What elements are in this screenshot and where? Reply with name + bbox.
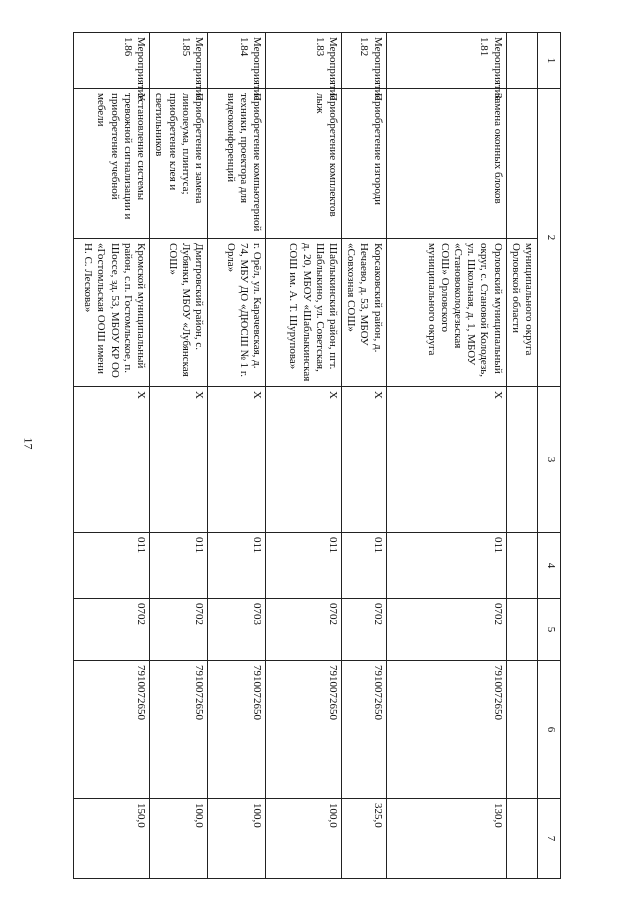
amount-cell: 150,0 (74, 799, 150, 879)
address-cell: Кромской муниципальный район, с.п. Гостомльское, п. Шоссе, зд. 53, МБОУ КР ОО «Гостомльская ООШ имени Н. С. Лескова» (74, 239, 150, 387)
mark-cell: Х (208, 387, 266, 533)
amount-cell: 100,0 (266, 799, 342, 879)
header-cell: 2 (538, 89, 561, 387)
mark-cell: Х (150, 387, 208, 533)
event-cell: Мероприятие 1.86 (74, 33, 150, 89)
amount-cell: 325,0 (342, 799, 387, 879)
code-cell: 011 (150, 533, 208, 599)
mark-cell: Х (266, 387, 342, 533)
table-row (150, 33, 208, 879)
target-cell: 7910072650 (74, 661, 150, 799)
table-cell (506, 599, 537, 661)
target-cell: 7910072650 (266, 661, 342, 799)
code-cell: 011 (386, 533, 506, 599)
mark-cell: Х (342, 387, 387, 533)
mark-cell: Х (386, 387, 506, 533)
table-row (74, 33, 150, 879)
address-cell: Дмитровский район, с. Лубянки, МБОУ «Лубянская СОШ» (150, 239, 208, 387)
code-cell: 011 (266, 533, 342, 599)
header-cell: 3 (538, 387, 561, 533)
target-cell: 7910072650 (342, 661, 387, 799)
amount-cell: 100,0 (150, 799, 208, 879)
header-cell: 7 (538, 799, 561, 879)
table-row (342, 33, 387, 879)
code-cell: 011 (74, 533, 150, 599)
description-cell: Установление системы тревожной сигнализации и приобретение учебной мебели (74, 89, 150, 239)
header-cell: 4 (538, 533, 561, 599)
event-cell: Мероприятие 1.84 (208, 33, 266, 89)
continuation-row (506, 33, 537, 879)
section-cell: 0702 (150, 599, 208, 661)
table-row (386, 33, 506, 879)
header-cell: 5 (538, 599, 561, 661)
section-cell: 0702 (266, 599, 342, 661)
address-cell: Орловский муниципальный округ, с. Становой Колодезь, ул. Школьная, д. 1, МБОУ «Становоколодезьская СОШ» Орловского муниципального округа (386, 239, 506, 387)
target-cell: 7910072650 (208, 661, 266, 799)
section-cell: 0702 (74, 599, 150, 661)
address-cell: г. Орёл, ул. Карачевская, д. 74, МБУ ДО «ДЮСШ № 1 г. Орла» (208, 239, 266, 387)
table-row (208, 33, 266, 879)
table-cell (506, 799, 537, 879)
description-cell: Замена оконных блоков (386, 89, 506, 239)
budget-table (73, 32, 561, 879)
table-cell (506, 89, 537, 239)
table-cell (506, 387, 537, 533)
table-cell (506, 533, 537, 599)
rotated-table-container (82, 32, 561, 878)
header-cell: 1 (538, 33, 561, 89)
description-cell: Приобретение и замена линолеума, плинтуса; приобретение клея и светильников (150, 89, 208, 239)
target-cell: 7910072650 (150, 661, 208, 799)
target-cell: 7910072650 (386, 661, 506, 799)
code-cell: 011 (208, 533, 266, 599)
amount-cell: 130,0 (386, 799, 506, 879)
mark-cell: Х (74, 387, 150, 533)
header-row (538, 33, 561, 879)
description-cell: Приобретение комплектов лыж (266, 89, 342, 239)
section-cell: 0702 (342, 599, 387, 661)
table-cell: муниципального округа Орловской области (506, 239, 537, 387)
section-cell: 0703 (208, 599, 266, 661)
description-cell: Приобретение изгороди (342, 89, 387, 239)
description-cell: Приобретение компьютерной техники, проектора для видеоконференций (208, 89, 266, 239)
address-cell: Шаблыкинский район, пгт. Шаблыкино, ул. Советская, д. 20, МБОУ «Шаблыкинская СОШ им. А. Т. Шурупова» (266, 239, 342, 387)
table-cell (506, 661, 537, 799)
section-cell: 0702 (386, 599, 506, 661)
amount-cell: 100,0 (208, 799, 266, 879)
event-cell: Мероприятие 1.85 (150, 33, 208, 89)
event-cell: Мероприятие 1.82 (342, 33, 387, 89)
event-cell: Мероприятие 1.81 (386, 33, 506, 89)
header-cell: 6 (538, 661, 561, 799)
event-cell: Мероприятие 1.83 (266, 33, 342, 89)
code-cell: 011 (342, 533, 387, 599)
table-row (266, 33, 342, 879)
address-cell: Корсаковский район, д. Нечаево, д. 53, МБОУ «Совхозная СОШ» (342, 239, 387, 387)
table-cell (506, 33, 537, 89)
page-number: 17 (21, 437, 36, 450)
